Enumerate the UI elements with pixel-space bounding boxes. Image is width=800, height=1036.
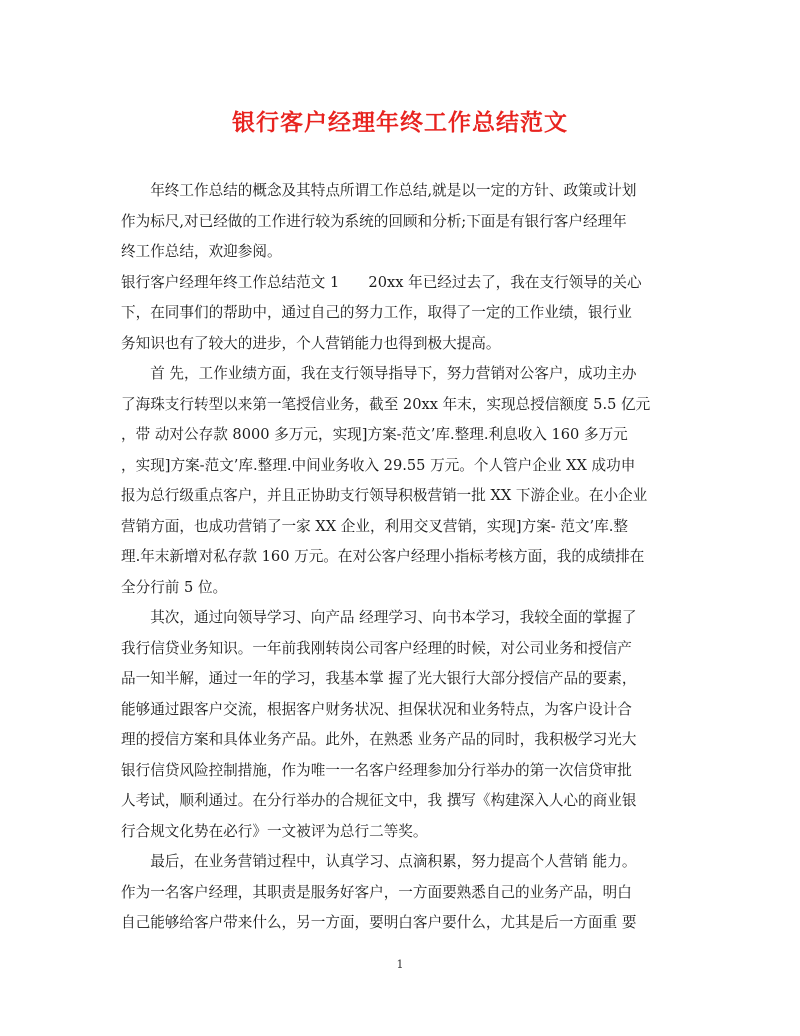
body-line: 理的授信方案和具体业务产品。此外，在熟悉 业务产品的同时，我积极学习光大 xyxy=(121,731,637,748)
body-line: 品一知半解，通过一年的学习，我基本掌 握了光大银行大部分授信产品的要素， xyxy=(121,670,637,687)
body-line: 务知识也有了较大的进步，个人营销能力也得到极大提高。 xyxy=(121,334,501,352)
body-line: 其次，通过向领导学习、向产品 经理学习、向书本学习，我较全面的掌握了 xyxy=(121,609,637,626)
body-line: 人考试，顺利通过。在分行举办的合规征文中，我 撰写《构建深入人心的商业银 xyxy=(121,792,637,809)
body-line: 作为一名客户经理，其职责是服务好客户，一方面要熟悉自己的业务产品，明白 xyxy=(121,883,632,901)
body-line: 能够通过跟客户交流，根据客户财务状况、担保状况和业务特点，为客户设计合 xyxy=(121,700,632,718)
body-line: 年终工作总结的概念及其特点所谓工作总结,就是以一定的方针、政策或计划 xyxy=(121,182,637,199)
document-title: 银行客户经理年终工作总结范文 xyxy=(232,109,568,136)
body-line: 报为总行级重点客户，并且正协助支行领导积极营销一批 XX 下游企业。在小企业 xyxy=(121,487,648,504)
body-line: 终工作总结，欢迎参阅。 xyxy=(121,243,282,260)
body-line: 营销方面，也成功营销了一家 XX 企业，利用交叉营销，实现]方案- 范文’库.整 xyxy=(121,517,629,535)
body-line: 下，在同事们的帮助中，通过自己的努力工作，取得了一定的工作业绩，银行业 xyxy=(121,304,632,321)
body-line: 行合规文化势在必行》一文被评为总行二等奖。 xyxy=(121,822,428,840)
body-line: 了海珠支行转型以来第一笔授信业务，截至 20xx 年末，实现总授信额度 5.5 亿元 xyxy=(121,395,651,413)
body-line: ，实现]方案-范文’库.整理.中间业务收入 29.55 万元。个人管户企业 XX 成功申 xyxy=(121,456,636,474)
body-line: 银行客户经理年终工作总结范文 1 20xx 年已经过去了，我在支行领导的关心 xyxy=(121,273,642,291)
body-line: 银行信贷风险控制措施，作为唯一一名客户经理参加分行举办的第一次信贷审批 xyxy=(121,761,632,779)
body-line: 最后，在业务营销过程中，认真学习、点滴积累，努力提高个人营销 能力。 xyxy=(121,853,637,870)
body-line: 理.年末新增对私存款 160 万元。在对公客户经理小指标考核方面，我的成绩排在 xyxy=(121,548,645,565)
body-line: 作为标尺,对已经做的工作进行较为系统的回顾和分析;下面是有银行客户经理年 xyxy=(121,212,627,230)
body-line: ，带 动对公存款 8000 多万元，实现]方案-范文’库.整理.利息收入 160 多万元 xyxy=(121,426,628,443)
body-line: 首 先，工作业绩方面，我在支行领导指导下，努力营销对公客户，成功主办 xyxy=(121,365,637,382)
document-body xyxy=(121,176,681,939)
body-line: 全分行前 5 位。 xyxy=(121,578,228,596)
body-line: 自己能够给客户带来什么，另一方面，要明白客户要什么，尤其是后一方面重 要 xyxy=(121,914,637,931)
page-number: 1 xyxy=(396,958,404,971)
body-line: 我行信贷业务知识。一年前我刚转岗公司客户经理的时候，对公司业务和授信产 xyxy=(121,639,632,657)
